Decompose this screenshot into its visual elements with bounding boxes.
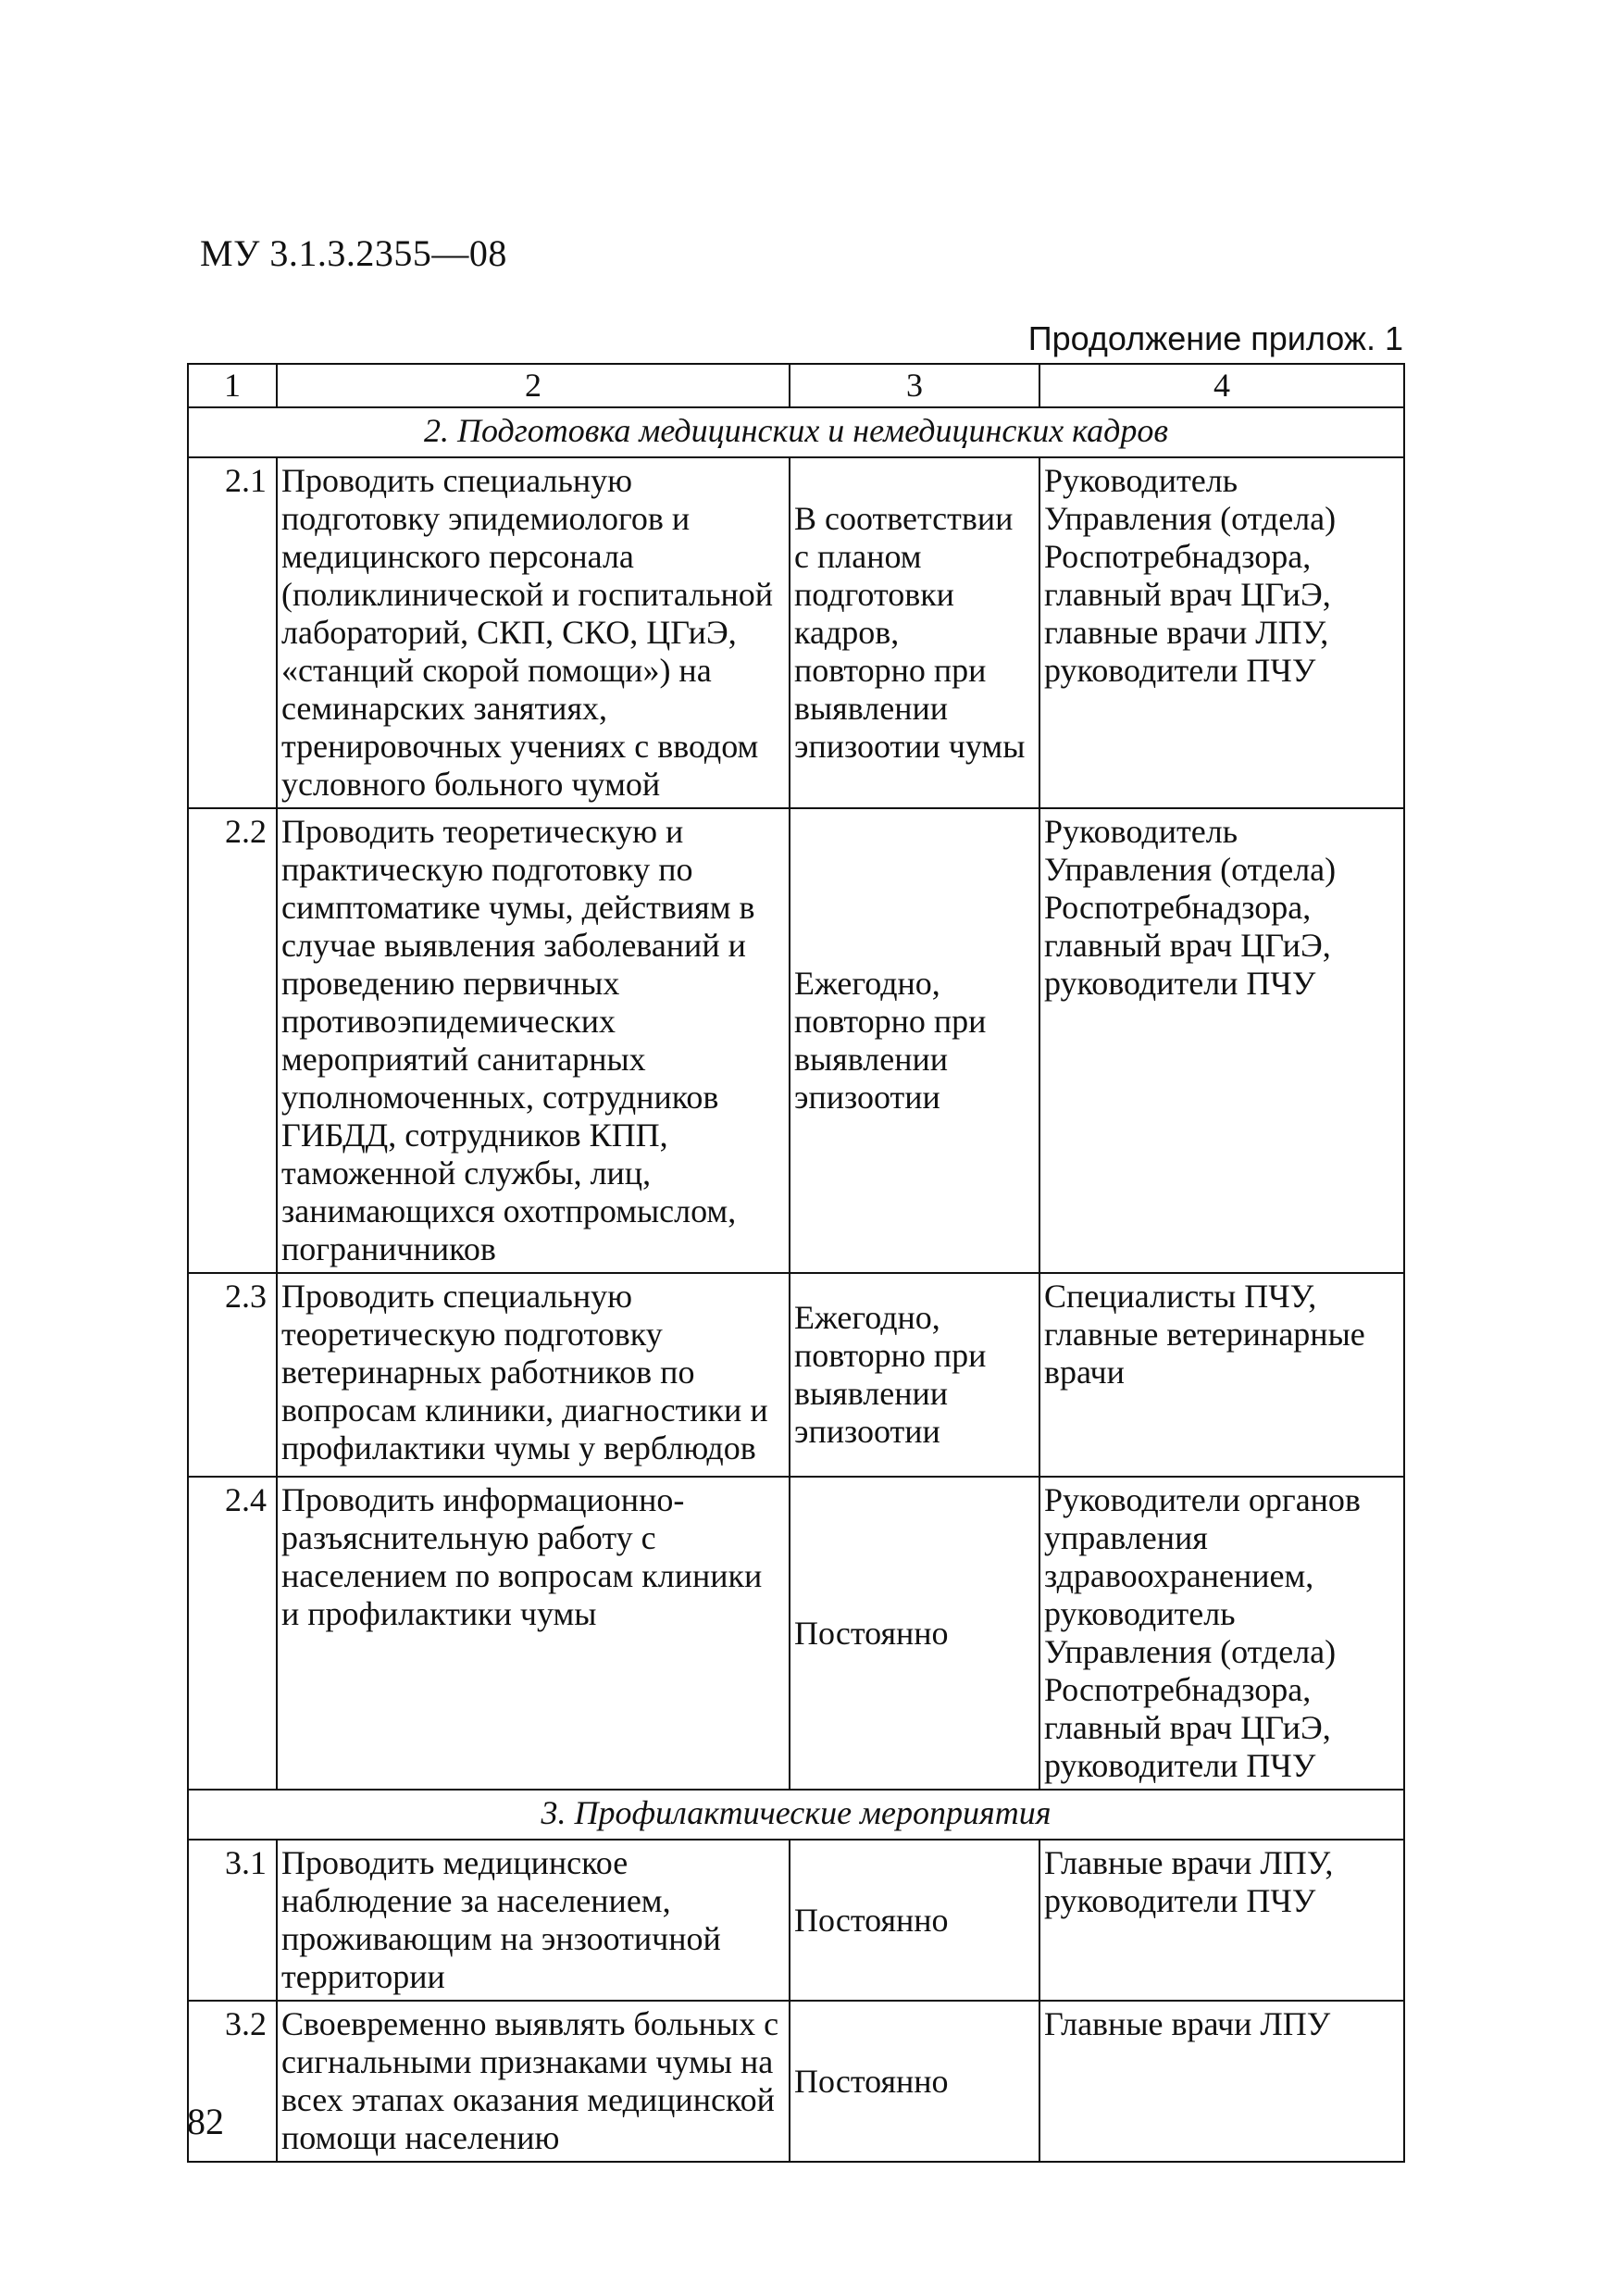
- document-code: МУ 3.1.3.2355—08: [200, 232, 507, 274]
- row-action: Проводить информационно-разъяснительную работу с населением по вопросам клиники и профилактики чумы: [277, 1477, 790, 1790]
- table-row: [188, 1273, 1404, 1477]
- row-responsible: Руководитель Управления (отдела) Роспотребнадзора, главный врач ЦГиЭ, главные врачи ЛПУ, руководители ПЧУ: [1039, 457, 1404, 808]
- section-header-row: [188, 407, 1404, 457]
- row-responsible: Руководители органов управления здравоохранением, руководитель Управления (отдела) Роспотребнадзора, главный врач ЦГиЭ, руководители ПЧУ: [1039, 1477, 1404, 1790]
- table-row: [188, 808, 1404, 1273]
- row-period: Постоянно: [790, 1840, 1039, 2001]
- row-period: Постоянно: [790, 1477, 1039, 1790]
- column-number: 1: [188, 364, 277, 407]
- row-responsible: Руководитель Управления (отдела) Роспотребнадзора, главный врач ЦГиЭ, руководители ПЧУ: [1039, 808, 1404, 1273]
- column-number: 4: [1039, 364, 1404, 407]
- measures-table: [187, 363, 1405, 2163]
- row-responsible: Главные врачи ЛПУ, руководители ПЧУ: [1039, 1840, 1404, 2001]
- row-number: 3.1: [188, 1840, 277, 2001]
- row-number: 2.4: [188, 1477, 277, 1790]
- row-number: 2.1: [188, 457, 277, 808]
- column-number: 3: [790, 364, 1039, 407]
- row-period: В соответствии с планом подготовки кадров, повторно при выявлении эпизоотии чумы: [790, 457, 1039, 808]
- row-period: Постоянно: [790, 2001, 1039, 2162]
- row-action: Проводить специальную теоретическую подготовку ветеринарных работников по вопросам клиники, диагностики и профилактики чумы у верблюдов: [277, 1273, 790, 1477]
- column-number: 2: [277, 364, 790, 407]
- table-row: [188, 1477, 1404, 1790]
- row-action: Своевременно выявлять больных с сигнальными признаками чумы на всех этапах оказания медицинской помощи населению: [277, 2001, 790, 2162]
- row-action: Проводить специальную подготовку эпидемиологов и медицинского персонала (поликлинической и госпитальной лабораторий, СКП, СКО, ЦГиЭ, «станций скорой помощи») на семинарских занятиях, тренировочных учениях с вводом условного больного чумой: [277, 457, 790, 808]
- table-row: [188, 1840, 1404, 2001]
- row-responsible: Специалисты ПЧУ, главные ветеринарные врачи: [1039, 1273, 1404, 1477]
- table-row: [188, 2001, 1404, 2162]
- row-action: Проводить теоретическую и практическую подготовку по симптоматике чумы, действиям в случае выявления заболеваний и проведению первичных противоэпидемических мероприятий санитарных уполномоченных, сотрудников ГИБДД, сотрудников КПП, таможенной службы, лиц, занимающихся охотпромыслом, пограничников: [277, 808, 790, 1273]
- section-header-row: [188, 1790, 1404, 1840]
- table-row: [188, 457, 1404, 808]
- row-period: Ежегодно, повторно при выявлении эпизоотии: [790, 808, 1039, 1273]
- row-responsible: Главные врачи ЛПУ: [1039, 2001, 1404, 2162]
- row-number: 2.2: [188, 808, 277, 1273]
- continuation-note: Продолжение прилож. 1: [1027, 319, 1403, 357]
- section-title: 2. Подготовка медицинских и немедицинских кадров: [188, 407, 1404, 457]
- row-action: Проводить медицинское наблюдение за населением, проживающим на энзоотичной территории: [277, 1840, 790, 2001]
- page-number: 82: [187, 2101, 224, 2142]
- row-period: Ежегодно, повторно при выявлении эпизоотии: [790, 1273, 1039, 1477]
- row-number: 2.3: [188, 1273, 277, 1477]
- row-number: 3.2: [188, 2001, 277, 2162]
- column-number-row: [188, 364, 1404, 407]
- section-title: 3. Профилактические мероприятия: [188, 1790, 1404, 1840]
